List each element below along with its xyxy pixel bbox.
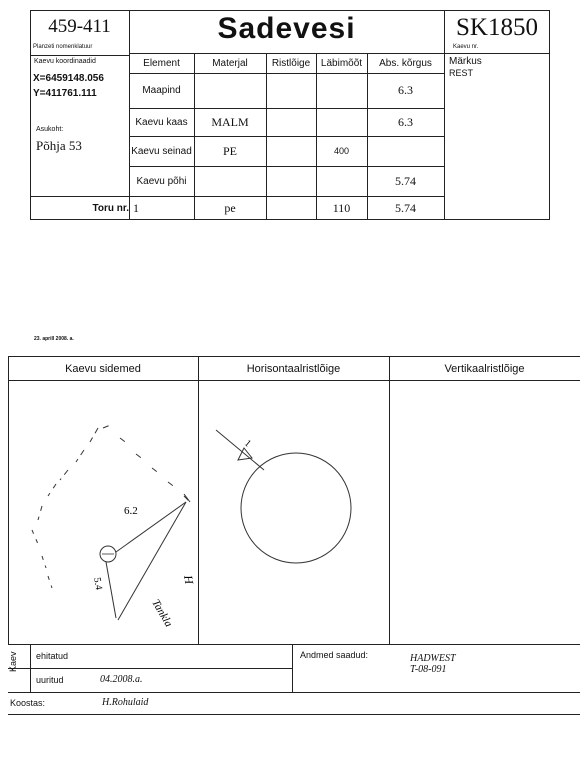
col-header-diameter: Läbimõõt [320, 57, 363, 69]
divider [30, 55, 129, 56]
row-abs-height: 5.74 [395, 173, 416, 188]
divider [8, 644, 580, 645]
source-value: HADWEST [410, 653, 456, 664]
row-material: PE [222, 143, 237, 158]
surveyed-label: uuritud [36, 675, 64, 685]
page-title: Sadevesi [217, 12, 356, 45]
col-title-vertical-section: Vertikaalristlõige [444, 363, 525, 375]
built-label: ehitatud [36, 651, 69, 661]
surveyed-value: 04.2008.a. [100, 674, 143, 685]
remarks-header: Märkus [449, 56, 482, 67]
divider [8, 668, 292, 669]
divider [266, 53, 267, 220]
row-element: Maapind [142, 85, 181, 96]
pipe-diameter: 110 [332, 200, 351, 215]
well-outline [241, 453, 351, 563]
row-element: Kaevu seinad [131, 145, 192, 157]
y-coordinate: Y=411761.111 [33, 88, 97, 99]
distance-note: 6.2 [124, 505, 138, 517]
compiled-label: Koostas: [10, 698, 46, 708]
source-value: T-08-091 [410, 664, 447, 675]
remarks-value: REST [449, 68, 474, 78]
col-header-cross-section: Ristlõige [271, 57, 311, 69]
col-title-horizontal-section: Horisontaalristlõige [246, 363, 341, 375]
location-value: Põhja 53 [36, 138, 82, 153]
row-diameter: 400 [333, 146, 350, 156]
date-stamp: 23. aprill 2008. a. [34, 336, 74, 342]
divider [389, 356, 390, 644]
divider [292, 644, 293, 692]
mark-note: H [181, 574, 197, 586]
col-header-abs-height: Abs. kõrgus [379, 57, 432, 69]
row-element: Kaevu põhi [136, 175, 187, 187]
distance-note: 5.4 [91, 576, 105, 591]
col-title-connections: Kaevu sidemed [65, 363, 141, 375]
horizontal-section-sketch [198, 380, 389, 644]
divider [8, 692, 580, 693]
sheet-number: 459-411 [48, 16, 111, 37]
compiled-value: H.Rohulaid [102, 697, 149, 708]
pipe-number: 1 [133, 200, 139, 215]
col-header-material: Materjal [212, 57, 248, 69]
row-element: Kaevu kaas [135, 116, 188, 128]
source-label: Andmed saadud: [300, 650, 369, 660]
pipe-label: Toru nr. [92, 202, 129, 214]
row-material: MALM [211, 114, 249, 129]
row-abs-height: 6.3 [398, 114, 413, 129]
side-label: Kaev [8, 651, 18, 672]
divider [8, 356, 580, 357]
well-id: SK1850 [456, 14, 538, 41]
row-abs-height: 6.3 [398, 83, 413, 97]
pipe-abs-height: 5.74 [395, 200, 416, 215]
street-note: Tankla [149, 597, 175, 630]
coord-caption: Kaevu koordinaadid [34, 58, 96, 65]
divider [8, 714, 580, 715]
x-coordinate: X=6459148.056 [33, 73, 104, 84]
pipe-material: pe [224, 200, 236, 215]
divider [30, 644, 31, 692]
well-id-caption: Kaevu nr. [453, 44, 479, 50]
col-header-element: Element [143, 57, 180, 69]
sheet-caption: Planzeti nomenklatuur [33, 44, 93, 50]
arrow-mark: 1 [242, 437, 253, 450]
location-caption: Asukoht: [36, 126, 64, 133]
connections-sketch [8, 380, 198, 644]
